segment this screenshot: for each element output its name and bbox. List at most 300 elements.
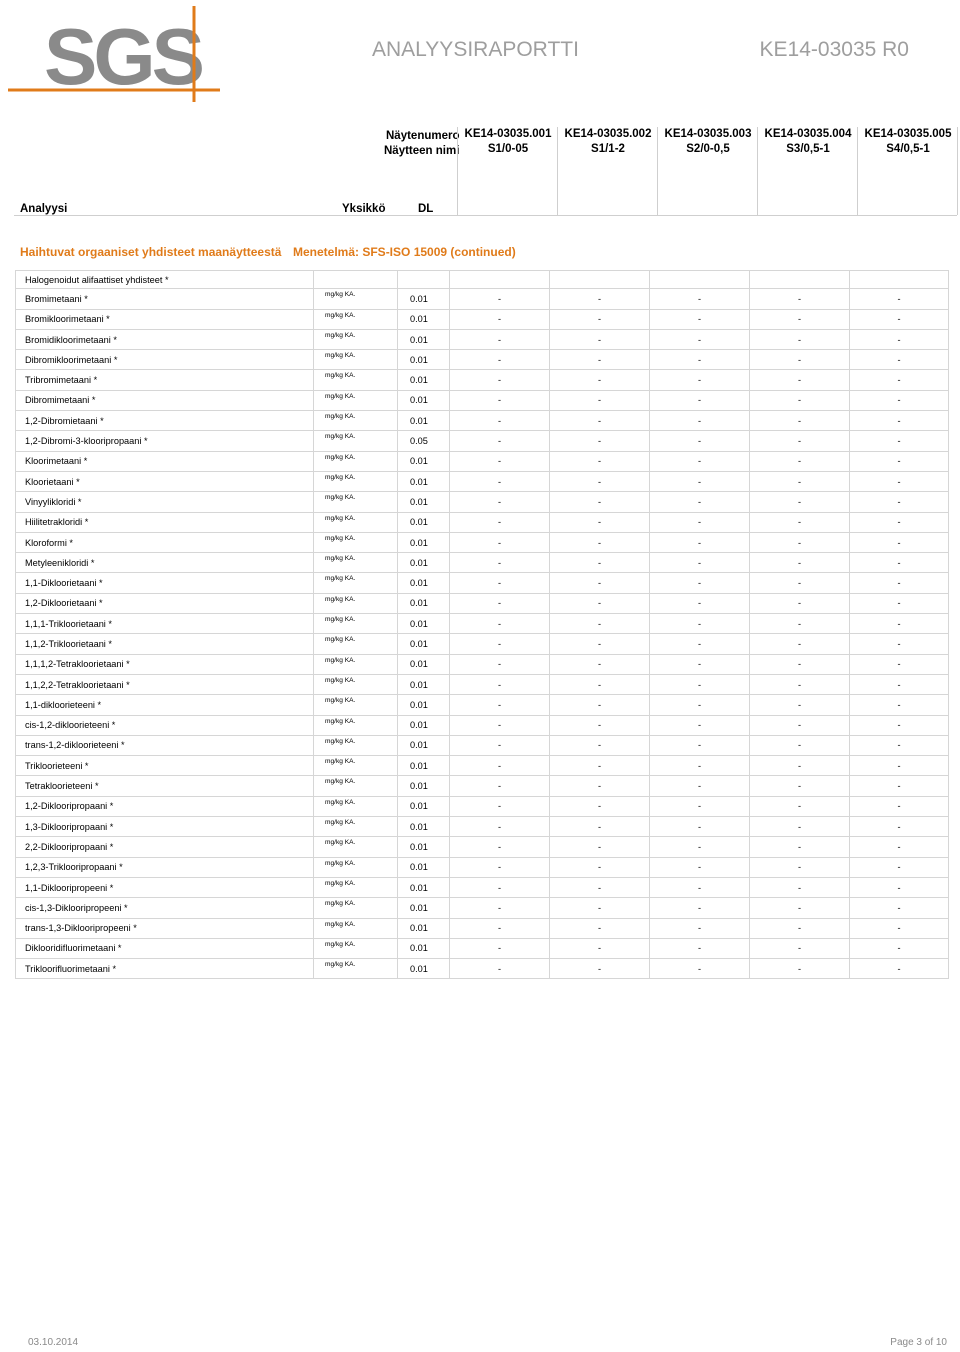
compound-name: 1,1,2-Trikloorietaani * bbox=[16, 634, 314, 654]
unit-cell: mg/kg KA. bbox=[314, 857, 398, 877]
unit-cell: mg/kg KA. bbox=[314, 756, 398, 776]
result-cell: - bbox=[450, 512, 550, 532]
table-row bbox=[16, 918, 949, 938]
compound-name: Tribromimetaani * bbox=[16, 370, 314, 390]
result-cell: - bbox=[850, 837, 949, 857]
unit-cell: mg/kg KA. bbox=[314, 573, 398, 593]
result-cell: - bbox=[450, 492, 550, 512]
sample-id: KE14-03035.003 bbox=[664, 128, 752, 140]
result-cell: - bbox=[650, 471, 750, 491]
sample-name: S1/1-2 bbox=[591, 143, 625, 155]
result-cell: - bbox=[550, 553, 650, 573]
dl-cell: 0.01 bbox=[398, 451, 450, 471]
table-row bbox=[16, 411, 949, 431]
result-cell: - bbox=[450, 776, 550, 796]
result-cell: - bbox=[550, 350, 650, 370]
result-cell: - bbox=[550, 492, 650, 512]
unit-cell: mg/kg KA. bbox=[314, 918, 398, 938]
unit-cell: mg/kg KA. bbox=[314, 471, 398, 491]
result-cell: - bbox=[450, 614, 550, 634]
result-cell: - bbox=[850, 573, 949, 593]
result-cell: - bbox=[550, 309, 650, 329]
result-cell: - bbox=[850, 593, 949, 613]
table-row bbox=[16, 817, 949, 837]
result-cell: - bbox=[750, 370, 850, 390]
result-cell: - bbox=[650, 451, 750, 471]
compound-name: Bromimetaani * bbox=[16, 289, 314, 309]
dl-cell: 0.01 bbox=[398, 593, 450, 613]
table-row bbox=[16, 796, 949, 816]
method-title: Menetelmä: SFS-ISO 15009 (continued) bbox=[293, 245, 516, 259]
sample-name: S4/0,5-1 bbox=[886, 143, 930, 155]
result-cell: - bbox=[750, 735, 850, 755]
compound-name: Trikloorieteeni * bbox=[16, 756, 314, 776]
result-cell: - bbox=[450, 309, 550, 329]
dl-cell: 0.01 bbox=[398, 411, 450, 431]
compound-name: trans-1,2-dikloorieteeni * bbox=[16, 735, 314, 755]
dl-cell: 0.01 bbox=[398, 289, 450, 309]
result-cell: - bbox=[550, 837, 650, 857]
compound-name: trans-1,3-Diklooripropeeni * bbox=[16, 918, 314, 938]
result-cell: - bbox=[850, 674, 949, 694]
result-cell: - bbox=[750, 431, 850, 451]
table-row bbox=[16, 471, 949, 491]
result-cell: - bbox=[450, 674, 550, 694]
dl-cell: 0.01 bbox=[398, 390, 450, 410]
result-cell: - bbox=[450, 877, 550, 897]
dl-cell: 0.01 bbox=[398, 573, 450, 593]
result-cell: - bbox=[850, 695, 949, 715]
result-cell: - bbox=[550, 512, 650, 532]
unit-cell: mg/kg KA. bbox=[314, 735, 398, 755]
result-cell: - bbox=[550, 451, 650, 471]
compound-name: Hiilitetrakloridi * bbox=[16, 512, 314, 532]
unit-cell: mg/kg KA. bbox=[314, 593, 398, 613]
result-cell: - bbox=[650, 938, 750, 958]
result-cell: - bbox=[850, 329, 949, 349]
compound-name: 2,2-Diklooripropaani * bbox=[16, 837, 314, 857]
compound-name: 1,1-dikloorieteeni * bbox=[16, 695, 314, 715]
result-cell: - bbox=[750, 614, 850, 634]
result-cell: - bbox=[550, 329, 650, 349]
result-cell: - bbox=[750, 634, 850, 654]
dl-cell: 0.05 bbox=[398, 431, 450, 451]
result-cell: - bbox=[650, 837, 750, 857]
report-id: KE14-03035 R0 bbox=[759, 38, 909, 61]
result-cell: - bbox=[450, 451, 550, 471]
dl-cell: 0.01 bbox=[398, 756, 450, 776]
sample-column-5 bbox=[857, 127, 958, 215]
result-cell: - bbox=[550, 674, 650, 694]
sample-id: KE14-03035.002 bbox=[564, 128, 652, 140]
sample-column-4 bbox=[757, 127, 858, 215]
result-cell: - bbox=[850, 532, 949, 552]
sample-column-3 bbox=[657, 127, 758, 215]
table-row bbox=[16, 634, 949, 654]
sample-column-1 bbox=[457, 127, 558, 215]
unit-cell: mg/kg KA. bbox=[314, 674, 398, 694]
table-row bbox=[16, 390, 949, 410]
result-cell: - bbox=[650, 370, 750, 390]
result-cell: - bbox=[850, 857, 949, 877]
result-cell: - bbox=[450, 634, 550, 654]
result-cell: - bbox=[450, 289, 550, 309]
dl-cell: 0.01 bbox=[398, 735, 450, 755]
footer-date: 03.10.2014 bbox=[28, 1337, 79, 1348]
unit-cell: mg/kg KA. bbox=[314, 817, 398, 837]
result-cell: - bbox=[650, 695, 750, 715]
result-cell: - bbox=[550, 735, 650, 755]
result-cell: - bbox=[850, 898, 949, 918]
dl-cell: 0.01 bbox=[398, 614, 450, 634]
table-row bbox=[16, 289, 949, 309]
unit-cell: mg/kg KA. bbox=[314, 512, 398, 532]
result-cell: - bbox=[750, 877, 850, 897]
result-cell: - bbox=[650, 390, 750, 410]
result-cell: - bbox=[850, 350, 949, 370]
result-cell: - bbox=[750, 451, 850, 471]
sample-id: KE14-03035.004 bbox=[764, 128, 852, 140]
result-cell: - bbox=[450, 695, 550, 715]
result-cell: - bbox=[850, 634, 949, 654]
unit-cell: mg/kg KA. bbox=[314, 350, 398, 370]
result-cell: - bbox=[750, 674, 850, 694]
table-row bbox=[16, 492, 949, 512]
compound-name: 1,1-Dikloorietaani * bbox=[16, 573, 314, 593]
report-title: ANALYYSIRAPORTTI bbox=[372, 38, 579, 61]
result-cell: - bbox=[850, 512, 949, 532]
unit-cell: mg/kg KA. bbox=[314, 938, 398, 958]
dl-cell: 0.01 bbox=[398, 938, 450, 958]
compound-name: Dibromimetaani * bbox=[16, 390, 314, 410]
footer-page-number: Page 3 of 10 bbox=[890, 1337, 947, 1348]
unit-cell: mg/kg KA. bbox=[314, 776, 398, 796]
result-cell: - bbox=[850, 289, 949, 309]
unit-cell: mg/kg KA. bbox=[314, 898, 398, 918]
result-cell: - bbox=[450, 898, 550, 918]
unit-cell: mg/kg KA. bbox=[314, 837, 398, 857]
result-cell: - bbox=[450, 735, 550, 755]
table-row bbox=[16, 776, 949, 796]
result-cell: - bbox=[650, 512, 750, 532]
result-cell: - bbox=[850, 654, 949, 674]
unit-cell: mg/kg KA. bbox=[314, 715, 398, 735]
compound-name: 1,2-Dibromi-3-klooripropaani * bbox=[16, 431, 314, 451]
result-cell: - bbox=[850, 735, 949, 755]
dl-cell: 0.01 bbox=[398, 918, 450, 938]
dl-cell: 0.01 bbox=[398, 877, 450, 897]
unit-cell: mg/kg KA. bbox=[314, 431, 398, 451]
dl-cell: 0.01 bbox=[398, 837, 450, 857]
result-cell: - bbox=[750, 593, 850, 613]
result-cell: - bbox=[650, 309, 750, 329]
result-cell: - bbox=[750, 959, 850, 979]
result-cell: - bbox=[850, 370, 949, 390]
result-cell: - bbox=[850, 309, 949, 329]
header-divider bbox=[14, 215, 957, 216]
result-cell: - bbox=[550, 898, 650, 918]
result-cell: - bbox=[650, 573, 750, 593]
result-cell: - bbox=[450, 471, 550, 491]
result-cell: - bbox=[850, 431, 949, 451]
table-row bbox=[16, 573, 949, 593]
table-row bbox=[16, 857, 949, 877]
result-cell: - bbox=[650, 289, 750, 309]
dl-cell: 0.01 bbox=[398, 776, 450, 796]
unit-cell: mg/kg KA. bbox=[314, 959, 398, 979]
dl-cell: 0.01 bbox=[398, 329, 450, 349]
result-cell: - bbox=[450, 532, 550, 552]
dl-cell: 0.01 bbox=[398, 898, 450, 918]
sample-id: KE14-03035.001 bbox=[464, 128, 552, 140]
result-cell: - bbox=[750, 309, 850, 329]
table-row bbox=[16, 938, 949, 958]
result-cell: - bbox=[650, 411, 750, 431]
table-row bbox=[16, 715, 949, 735]
unit-cell: mg/kg KA. bbox=[314, 796, 398, 816]
result-cell: - bbox=[650, 614, 750, 634]
result-cell: - bbox=[650, 796, 750, 816]
dl-cell: 0.01 bbox=[398, 532, 450, 552]
result-cell: - bbox=[850, 796, 949, 816]
result-cell: - bbox=[850, 776, 949, 796]
compound-name: 1,1,2,2-Tetrakloorietaani * bbox=[16, 674, 314, 694]
result-cell: - bbox=[550, 756, 650, 776]
result-cell: - bbox=[550, 938, 650, 958]
result-cell: - bbox=[650, 877, 750, 897]
result-cell: - bbox=[550, 431, 650, 451]
dl-cell: 0.01 bbox=[398, 471, 450, 491]
group-label: Halogenoidut alifaattiset yhdisteet * bbox=[16, 271, 314, 289]
result-cell: - bbox=[750, 817, 850, 837]
dl-cell: 0.01 bbox=[398, 715, 450, 735]
result-cell: - bbox=[850, 492, 949, 512]
dl-cell: 0.01 bbox=[398, 512, 450, 532]
compound-name: 1,1-Diklooripropeeni * bbox=[16, 877, 314, 897]
table-row bbox=[16, 431, 949, 451]
unit-cell: mg/kg KA. bbox=[314, 634, 398, 654]
result-cell: - bbox=[450, 411, 550, 431]
unit-cell: mg/kg KA. bbox=[314, 695, 398, 715]
table-row bbox=[16, 553, 949, 573]
result-cell: - bbox=[550, 796, 650, 816]
result-cell: - bbox=[450, 654, 550, 674]
table-row bbox=[16, 593, 949, 613]
table-row bbox=[16, 532, 949, 552]
unit-cell: mg/kg KA. bbox=[314, 309, 398, 329]
compound-name: 1,2-Dikloorietaani * bbox=[16, 593, 314, 613]
unit-cell: mg/kg KA. bbox=[314, 654, 398, 674]
result-cell: - bbox=[750, 573, 850, 593]
compound-name: 1,2,3-Triklooripropaani * bbox=[16, 857, 314, 877]
result-cell: - bbox=[750, 654, 850, 674]
result-cell: - bbox=[750, 411, 850, 431]
compound-name: Metyleenikloridi * bbox=[16, 553, 314, 573]
table-row bbox=[16, 451, 949, 471]
result-cell: - bbox=[550, 614, 650, 634]
result-cell: - bbox=[450, 329, 550, 349]
compound-name: Dibromikloorimetaani * bbox=[16, 350, 314, 370]
result-cell: - bbox=[650, 593, 750, 613]
unit-column-header: Yksikkö bbox=[342, 203, 386, 215]
result-cell: - bbox=[750, 857, 850, 877]
table-row bbox=[16, 877, 949, 897]
result-cell: - bbox=[650, 918, 750, 938]
result-cell: - bbox=[450, 756, 550, 776]
result-cell: - bbox=[850, 756, 949, 776]
sgs-logo-text: SGS bbox=[44, 12, 201, 101]
result-cell: - bbox=[450, 573, 550, 593]
result-cell: - bbox=[650, 817, 750, 837]
table-row bbox=[16, 735, 949, 755]
table-row bbox=[16, 674, 949, 694]
result-cell: - bbox=[550, 573, 650, 593]
result-cell: - bbox=[750, 471, 850, 491]
result-cell: - bbox=[550, 857, 650, 877]
result-cell: - bbox=[750, 350, 850, 370]
result-cell: - bbox=[450, 390, 550, 410]
result-cell: - bbox=[850, 877, 949, 897]
sample-header-edge bbox=[957, 127, 958, 215]
unit-cell: mg/kg KA. bbox=[314, 614, 398, 634]
compound-name: Kloorietaani * bbox=[16, 471, 314, 491]
result-cell: - bbox=[450, 857, 550, 877]
dl-cell: 0.01 bbox=[398, 654, 450, 674]
result-cell: - bbox=[450, 817, 550, 837]
result-cell: - bbox=[750, 532, 850, 552]
result-cell: - bbox=[450, 715, 550, 735]
result-cell: - bbox=[650, 492, 750, 512]
unit-cell: mg/kg KA. bbox=[314, 532, 398, 552]
result-cell: - bbox=[850, 614, 949, 634]
unit-cell: mg/kg KA. bbox=[314, 370, 398, 390]
dl-cell: 0.01 bbox=[398, 553, 450, 573]
result-cell: - bbox=[450, 350, 550, 370]
compound-name: Bromikloorimetaani * bbox=[16, 309, 314, 329]
result-cell: - bbox=[750, 289, 850, 309]
result-cell: - bbox=[850, 553, 949, 573]
result-cell: - bbox=[550, 959, 650, 979]
result-cell: - bbox=[650, 350, 750, 370]
result-cell: - bbox=[650, 634, 750, 654]
result-cell: - bbox=[650, 654, 750, 674]
table-row bbox=[16, 370, 949, 390]
result-cell: - bbox=[550, 471, 650, 491]
result-cell: - bbox=[650, 898, 750, 918]
result-cell: - bbox=[750, 898, 850, 918]
table-row bbox=[16, 756, 949, 776]
result-cell: - bbox=[850, 471, 949, 491]
table-row bbox=[16, 695, 949, 715]
result-cell: - bbox=[850, 918, 949, 938]
result-cell: - bbox=[650, 756, 750, 776]
result-cell: - bbox=[650, 532, 750, 552]
result-cell: - bbox=[450, 918, 550, 938]
unit-cell: mg/kg KA. bbox=[314, 390, 398, 410]
sample-name: S1/0-05 bbox=[487, 143, 529, 155]
result-cell: - bbox=[650, 776, 750, 796]
result-cell: - bbox=[650, 857, 750, 877]
compound-name: Tetrakloorieteeni * bbox=[16, 776, 314, 796]
result-cell: - bbox=[850, 959, 949, 979]
result-cell: - bbox=[850, 451, 949, 471]
unit-cell: mg/kg KA. bbox=[314, 451, 398, 471]
result-cell: - bbox=[650, 715, 750, 735]
sgs-logo bbox=[6, 4, 222, 104]
result-cell: - bbox=[550, 918, 650, 938]
result-cell: - bbox=[750, 837, 850, 857]
dl-cell: 0.01 bbox=[398, 695, 450, 715]
dl-cell: 0.01 bbox=[398, 634, 450, 654]
dl-cell: 0.01 bbox=[398, 959, 450, 979]
unit-cell: mg/kg KA. bbox=[314, 289, 398, 309]
dl-cell: 0.01 bbox=[398, 350, 450, 370]
table-row bbox=[16, 512, 949, 532]
result-cell: - bbox=[750, 512, 850, 532]
compound-name: Bromidikloorimetaani * bbox=[16, 329, 314, 349]
result-cell: - bbox=[450, 593, 550, 613]
compound-name: Trikloorifluorimetaani * bbox=[16, 959, 314, 979]
result-cell: - bbox=[750, 390, 850, 410]
result-cell: - bbox=[850, 411, 949, 431]
result-cell: - bbox=[650, 329, 750, 349]
sample-name-label: Näytteen nimi bbox=[384, 145, 460, 157]
dl-cell: 0.01 bbox=[398, 796, 450, 816]
result-cell: - bbox=[450, 431, 550, 451]
sample-name: S3/0,5-1 bbox=[786, 143, 830, 155]
result-cell: - bbox=[650, 735, 750, 755]
result-cell: - bbox=[850, 715, 949, 735]
result-cell: - bbox=[750, 715, 850, 735]
compound-name: Kloroformi * bbox=[16, 532, 314, 552]
result-cell: - bbox=[450, 938, 550, 958]
dl-cell: 0.01 bbox=[398, 817, 450, 837]
table-row bbox=[16, 614, 949, 634]
result-cell: - bbox=[450, 837, 550, 857]
result-cell: - bbox=[750, 756, 850, 776]
result-cell: - bbox=[850, 390, 949, 410]
result-cell: - bbox=[550, 370, 650, 390]
group-row bbox=[16, 271, 949, 289]
result-cell: - bbox=[750, 918, 850, 938]
unit-cell: mg/kg KA. bbox=[314, 553, 398, 573]
compound-name: 1,2-Dibromietaani * bbox=[16, 411, 314, 431]
result-cell: - bbox=[450, 796, 550, 816]
result-cell: - bbox=[750, 492, 850, 512]
sample-number-label: Näytenumero bbox=[386, 130, 460, 142]
table-row bbox=[16, 309, 949, 329]
result-cell: - bbox=[850, 938, 949, 958]
dl-cell: 0.01 bbox=[398, 674, 450, 694]
compound-name: 1,2-Diklooripropaani * bbox=[16, 796, 314, 816]
compound-name: Kloorimetaani * bbox=[16, 451, 314, 471]
result-cell: - bbox=[750, 695, 850, 715]
sample-id: KE14-03035.005 bbox=[864, 128, 952, 140]
unit-cell: mg/kg KA. bbox=[314, 329, 398, 349]
compound-name: cis-1,2-dikloorieteeni * bbox=[16, 715, 314, 735]
result-cell: - bbox=[750, 938, 850, 958]
result-cell: - bbox=[650, 431, 750, 451]
dl-cell: 0.01 bbox=[398, 857, 450, 877]
results-table bbox=[15, 270, 949, 979]
unit-cell: mg/kg KA. bbox=[314, 877, 398, 897]
result-cell: - bbox=[650, 674, 750, 694]
table-row bbox=[16, 350, 949, 370]
result-cell: - bbox=[450, 959, 550, 979]
result-cell: - bbox=[650, 959, 750, 979]
unit-cell: mg/kg KA. bbox=[314, 492, 398, 512]
result-cell: - bbox=[750, 796, 850, 816]
